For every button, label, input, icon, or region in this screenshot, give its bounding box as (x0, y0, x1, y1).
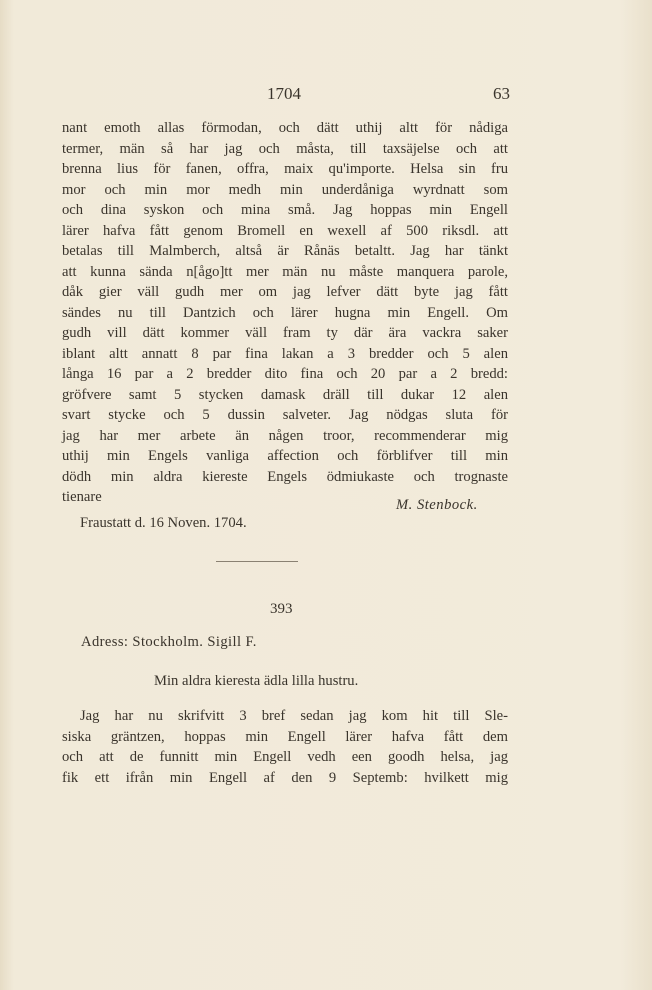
text-line: dåk gier väll gudh mer om jag lefver dätt byte jag fått (62, 284, 508, 300)
text-line: siska gräntzen, hoppas min Engell lärer hafva fått dem (62, 728, 508, 745)
text-line: nant emoth allas förmodan, och dätt uthij altt för nådiga (62, 120, 508, 136)
signature: M. Stenbock. (396, 497, 478, 513)
text-line: sändes nu till Dantzich och lärer hugna min Engell. Om (62, 304, 508, 321)
text-line: brenna lius för fanen, offra, maix qu'importe. Helsa sin fru (62, 161, 508, 177)
text-line: och dina syskon och mina små. Jag hoppas min Engell (62, 202, 508, 218)
dateline: Fraustatt d. 16 Noven. 1704. (80, 515, 247, 531)
text-line: fik ett ifrån min Engell af den 9 Septemb: hvilkett mig (62, 769, 508, 786)
section-divider (216, 561, 298, 562)
text-line: jag har mer arbete än någen troor, recommenderar mig (62, 427, 508, 444)
page-number: 63 (493, 84, 510, 103)
text-line: mor och min mor medh min underdåniga wyrdnatt som (62, 181, 508, 198)
text-line: att kunna sända n[ågo]tt mer män nu måste manquera parole, (62, 263, 508, 280)
letter-393-body (62, 706, 508, 788)
address-line: Adress: Stockholm. Sigill F. (81, 634, 257, 650)
letter-number: 393 (270, 601, 293, 617)
text-line: gröfvere samt 5 stycken damask dräll till dukar 12 alen (62, 386, 508, 403)
text-line: uthij min Engels vanliga affection och förblifver till min (62, 448, 508, 464)
text-line: termer, män så har jag och måsta, till taxsäjelse och att (62, 140, 508, 157)
text-line: betalas till Malmberch, altså är Rånäs betaltt. Jag har tänkt (62, 243, 508, 259)
text-line: och att de funnitt min Engell vedh een goodh helsa, jag (62, 749, 508, 765)
running-head-year: 1704 (267, 84, 301, 103)
page-header (62, 84, 510, 108)
text-line: svart stycke och 5 dussin salveter. Jag nödgas sluta för (62, 407, 508, 423)
text-line: iblant altt annatt 8 par fina lakan a 3 bredder och 5 alen (62, 345, 508, 362)
text-line: gudh vill dätt kommer väll fram ty där ära vackra saker (62, 325, 508, 341)
text-line: tienare (62, 489, 102, 505)
text-line: Jag har nu skrifvitt 3 bref sedan jag kom hit till Sle- (80, 708, 508, 724)
text-line: långa 16 par a 2 bredder dito fina och 20 par a 2 bredd: (62, 366, 508, 382)
text-line: lärer hafva fått genom Bromell en wexell af 500 riksdl. att (62, 222, 508, 239)
text-line: dödh min aldra kiereste Engels ödmiukaste och trognaste (62, 468, 508, 485)
letter-392-body (62, 118, 508, 508)
salutation: Min aldra kieresta ädla lilla hustru. (154, 673, 359, 689)
